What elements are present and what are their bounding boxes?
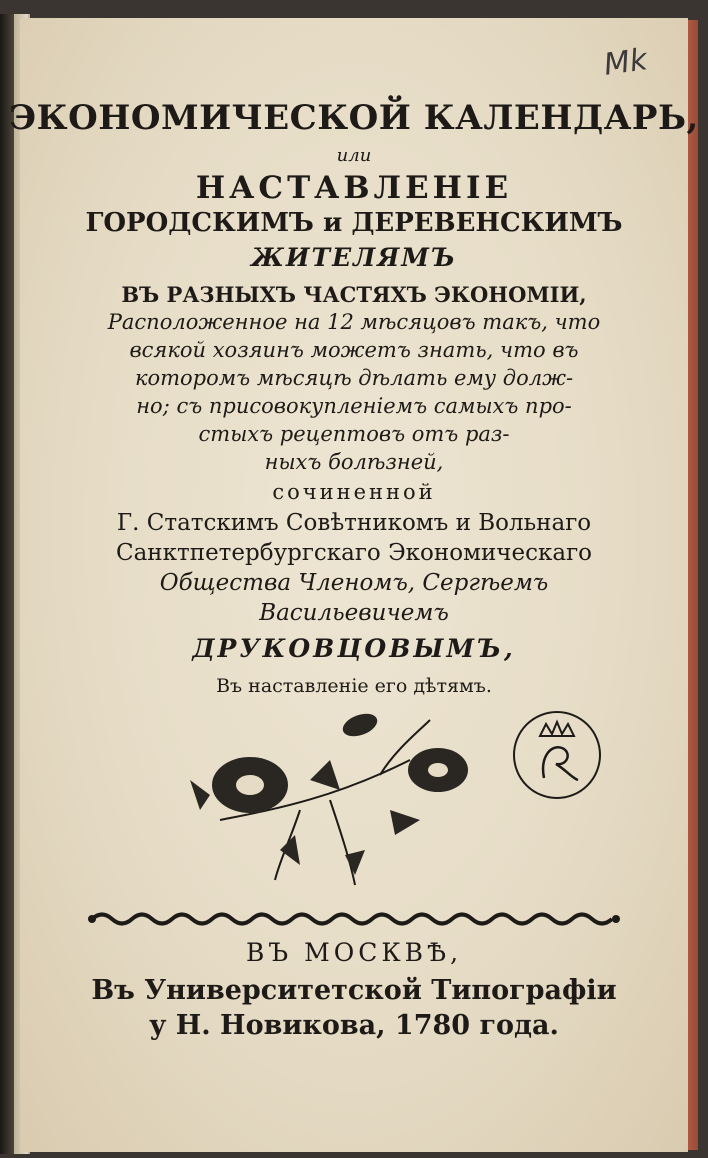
subtitle-residents: ЖИТЕЛЯМЪ	[251, 243, 457, 272]
subtitle-parts: ВЪ РАЗНЫХЪ ЧАСТЯХЪ ЭКОНОМIИ,	[121, 282, 587, 307]
composed-by: сочиненной	[272, 480, 436, 504]
library-stamp-icon	[510, 708, 604, 802]
body-line: Расположенное на 12 мѣсяцовъ такъ, что	[107, 310, 601, 334]
floral-ornament-icon	[180, 700, 500, 890]
imprint-city: ВЪ МОСКВѢ,	[245, 938, 463, 967]
body-line: ныхъ болѣзней,	[264, 450, 444, 474]
author-line: Васильевичемъ	[259, 600, 449, 626]
book-title: ЭКОНОМИЧЕСКОЙ КАЛЕНДАРЬ,	[9, 98, 699, 138]
subtitle-addressees: ГОРОДСКИМЪ и ДЕРЕВЕНСКИМЪ	[85, 208, 623, 238]
body-line: стыхъ рецептовъ отъ раз-	[198, 422, 510, 446]
subtitle-conjunction: или	[336, 145, 372, 166]
subtitle-heading: НАСТАВЛЕНIЕ	[195, 170, 513, 206]
imprint-typography: Въ Университетской Типографiи	[91, 975, 617, 1006]
body-line: но; съ присовокупленiемъ самыхъ про-	[136, 394, 572, 418]
dedication: Въ наставленiе его дѣтямъ.	[216, 675, 492, 697]
author-line: Г. Статскимъ Совѣтникомъ и Вольнаго	[116, 510, 592, 536]
imprint-publisher-year: у Н. Новикова, 1780 года.	[149, 1010, 559, 1041]
body-line: которомъ мѣсяцѣ дѣлать ему долж-	[134, 366, 574, 390]
ornamental-rule-icon	[88, 908, 620, 930]
body-line: всякой хозяинъ можетъ знать, что въ	[129, 338, 579, 362]
author-surname: ДРУКОВЦОВЫМЪ,	[192, 634, 516, 663]
author-line: Санктпетербургскаго Экономическаго	[116, 540, 592, 566]
author-line: Общества Членомъ, Сергѣемъ	[159, 570, 549, 596]
handwritten-annotation: Mk	[601, 42, 650, 83]
